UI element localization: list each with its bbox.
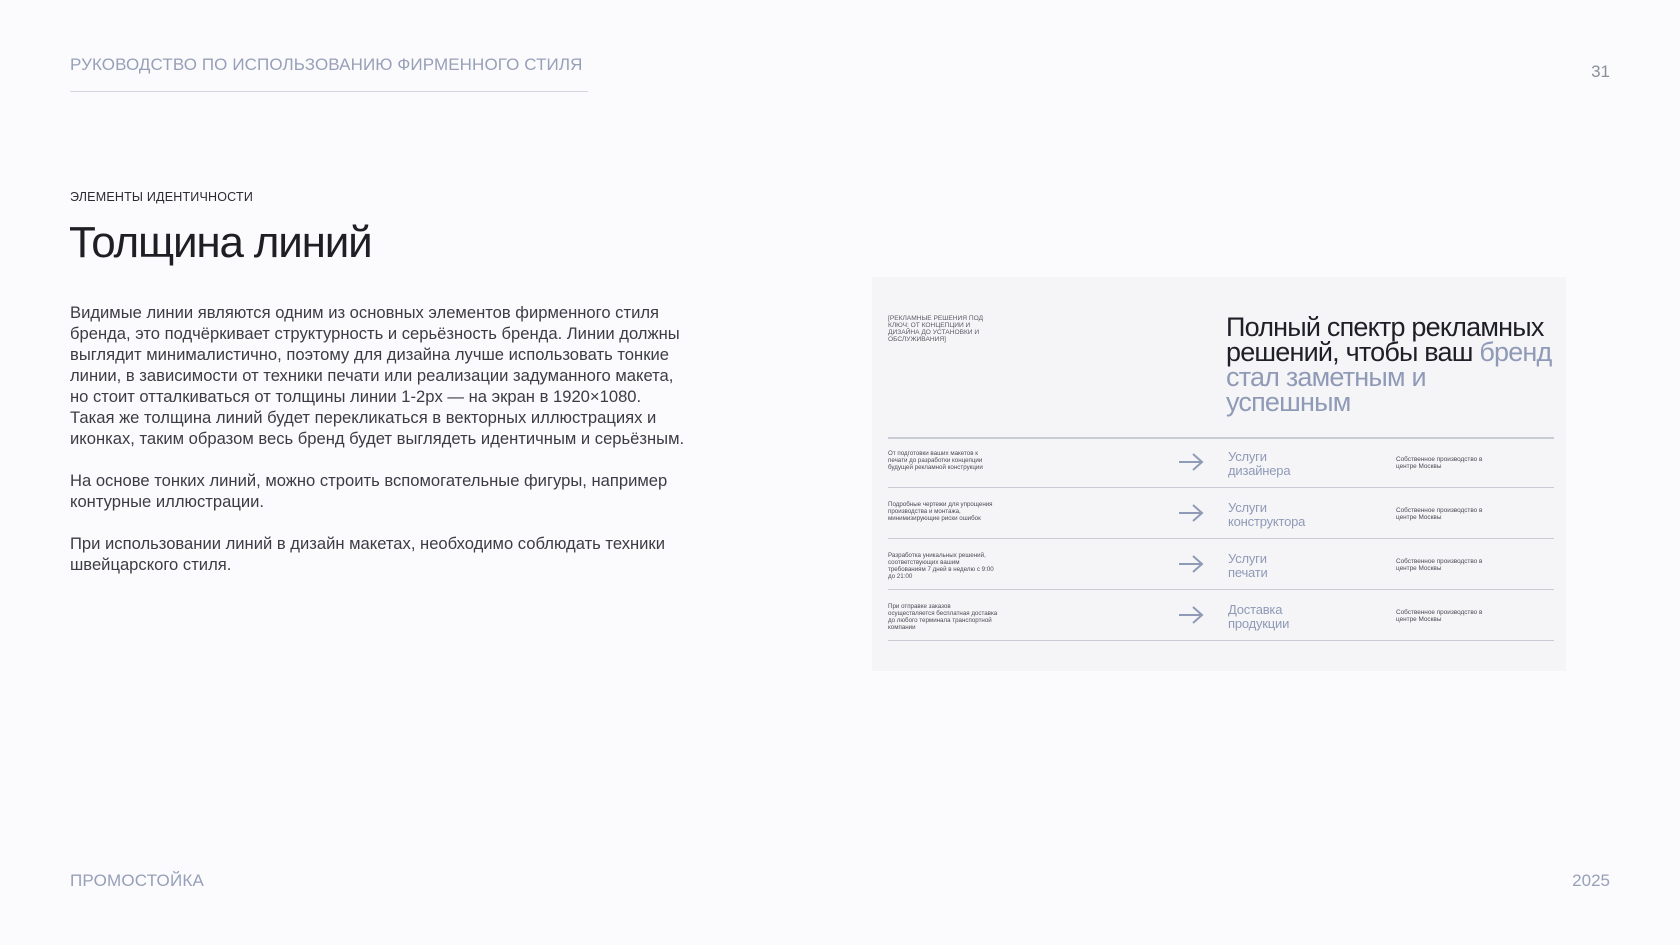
body-paragraph-2: На основе тонких линий, можно строить вспомогательные фигуры, например контурные иллюстрации. xyxy=(70,471,668,511)
service-row-title: Услуги конструктора xyxy=(1228,500,1306,529)
header-divider xyxy=(70,91,588,92)
footer-brand: ПРОМОСТОЙКА xyxy=(70,871,205,890)
service-row-production: Собственное производство в центре Москвы xyxy=(1396,609,1483,623)
footer-year: 2025 xyxy=(1572,871,1610,890)
service-row-title: Доставка продукции xyxy=(1228,602,1290,631)
arrow-right-icon xyxy=(1178,554,1204,574)
service-row-production: Собственное производство в центре Москвы xyxy=(1396,558,1483,572)
arrow-right-icon xyxy=(1178,503,1204,523)
example-tag: [РЕКЛАМНЫЕ РЕШЕНИЯ ПОД КЛЮЧ: ОТ КОНЦЕПЦИИ И ДИЗАЙНА ДО УСТАНОВКИ И ОБСЛУЖИВАНИЯ] xyxy=(888,315,984,343)
body-text xyxy=(70,302,690,596)
service-row xyxy=(888,540,1554,590)
header-title: РУКОВОДСТВО ПО ИСПОЛЬЗОВАНИЮ ФИРМЕННОГО СТИЛЯ xyxy=(70,55,583,74)
example-heading-dark: Полный спектр рекламных решений, чтобы ваш xyxy=(1226,312,1544,367)
section-label: ЭЛЕМЕНТЫ ИДЕНТИЧНОСТИ xyxy=(70,190,254,204)
service-row-description: Подробные чертежи для упрощения производства и монтажа, минимизирующие риски ошибок xyxy=(888,501,993,522)
page-number: 31 xyxy=(1591,62,1610,81)
example-heading xyxy=(1226,312,1556,417)
service-row-title: Услуги печати xyxy=(1228,551,1268,580)
arrow-right-icon xyxy=(1178,605,1204,625)
example-card xyxy=(872,277,1566,671)
service-row-production: Собственное производство в центре Москвы xyxy=(1396,507,1483,521)
arrow-right-icon xyxy=(1178,452,1204,472)
body-paragraph-1: Видимые линии являются одним из основных элементов фирменного стиля бренда, это подчёркивает структурность и серьёзность бренда. Линии должны выглядит минималистично, поэтому для дизайна лучше использовать тонкие линии, в зависимости от техники печати или реализации задуманного макета, но стоит отталкиваться от толщины линии 1-2px — на экран в 1920×1080. Такая же толщина линий будет перекликаться в векторных иллюстрациях и иконках, таким образом весь бренд будет выглядеть идентичным и серьёзным. xyxy=(70,303,685,448)
service-row xyxy=(888,438,1554,488)
service-row xyxy=(888,489,1554,539)
service-row xyxy=(888,591,1554,641)
service-row-description: От подготовки ваших макетов к печати до разработки концепции будущей рекламной конструкции xyxy=(888,450,983,471)
body-paragraph-3: При использовании линий в дизайн макетах, необходимо соблюдать техники швейцарского стиля. xyxy=(70,534,665,574)
page-title: Толщина линий xyxy=(69,218,372,267)
example-heading-accent: бренд стал заметным и успешным xyxy=(1226,337,1552,417)
service-row-production: Собственное производство в центре Москвы xyxy=(1396,456,1483,470)
service-row-title: Услуги дизайнера xyxy=(1228,449,1291,478)
service-row-description: Разработка уникальных решений, соответствующих вашим требованиям 7 дней в неделю с 9:00 до 21:00 xyxy=(888,552,994,580)
service-row-description: При отправке заказов осуществляется бесплатная доставка до любого терминала транспортной компании xyxy=(888,603,998,631)
